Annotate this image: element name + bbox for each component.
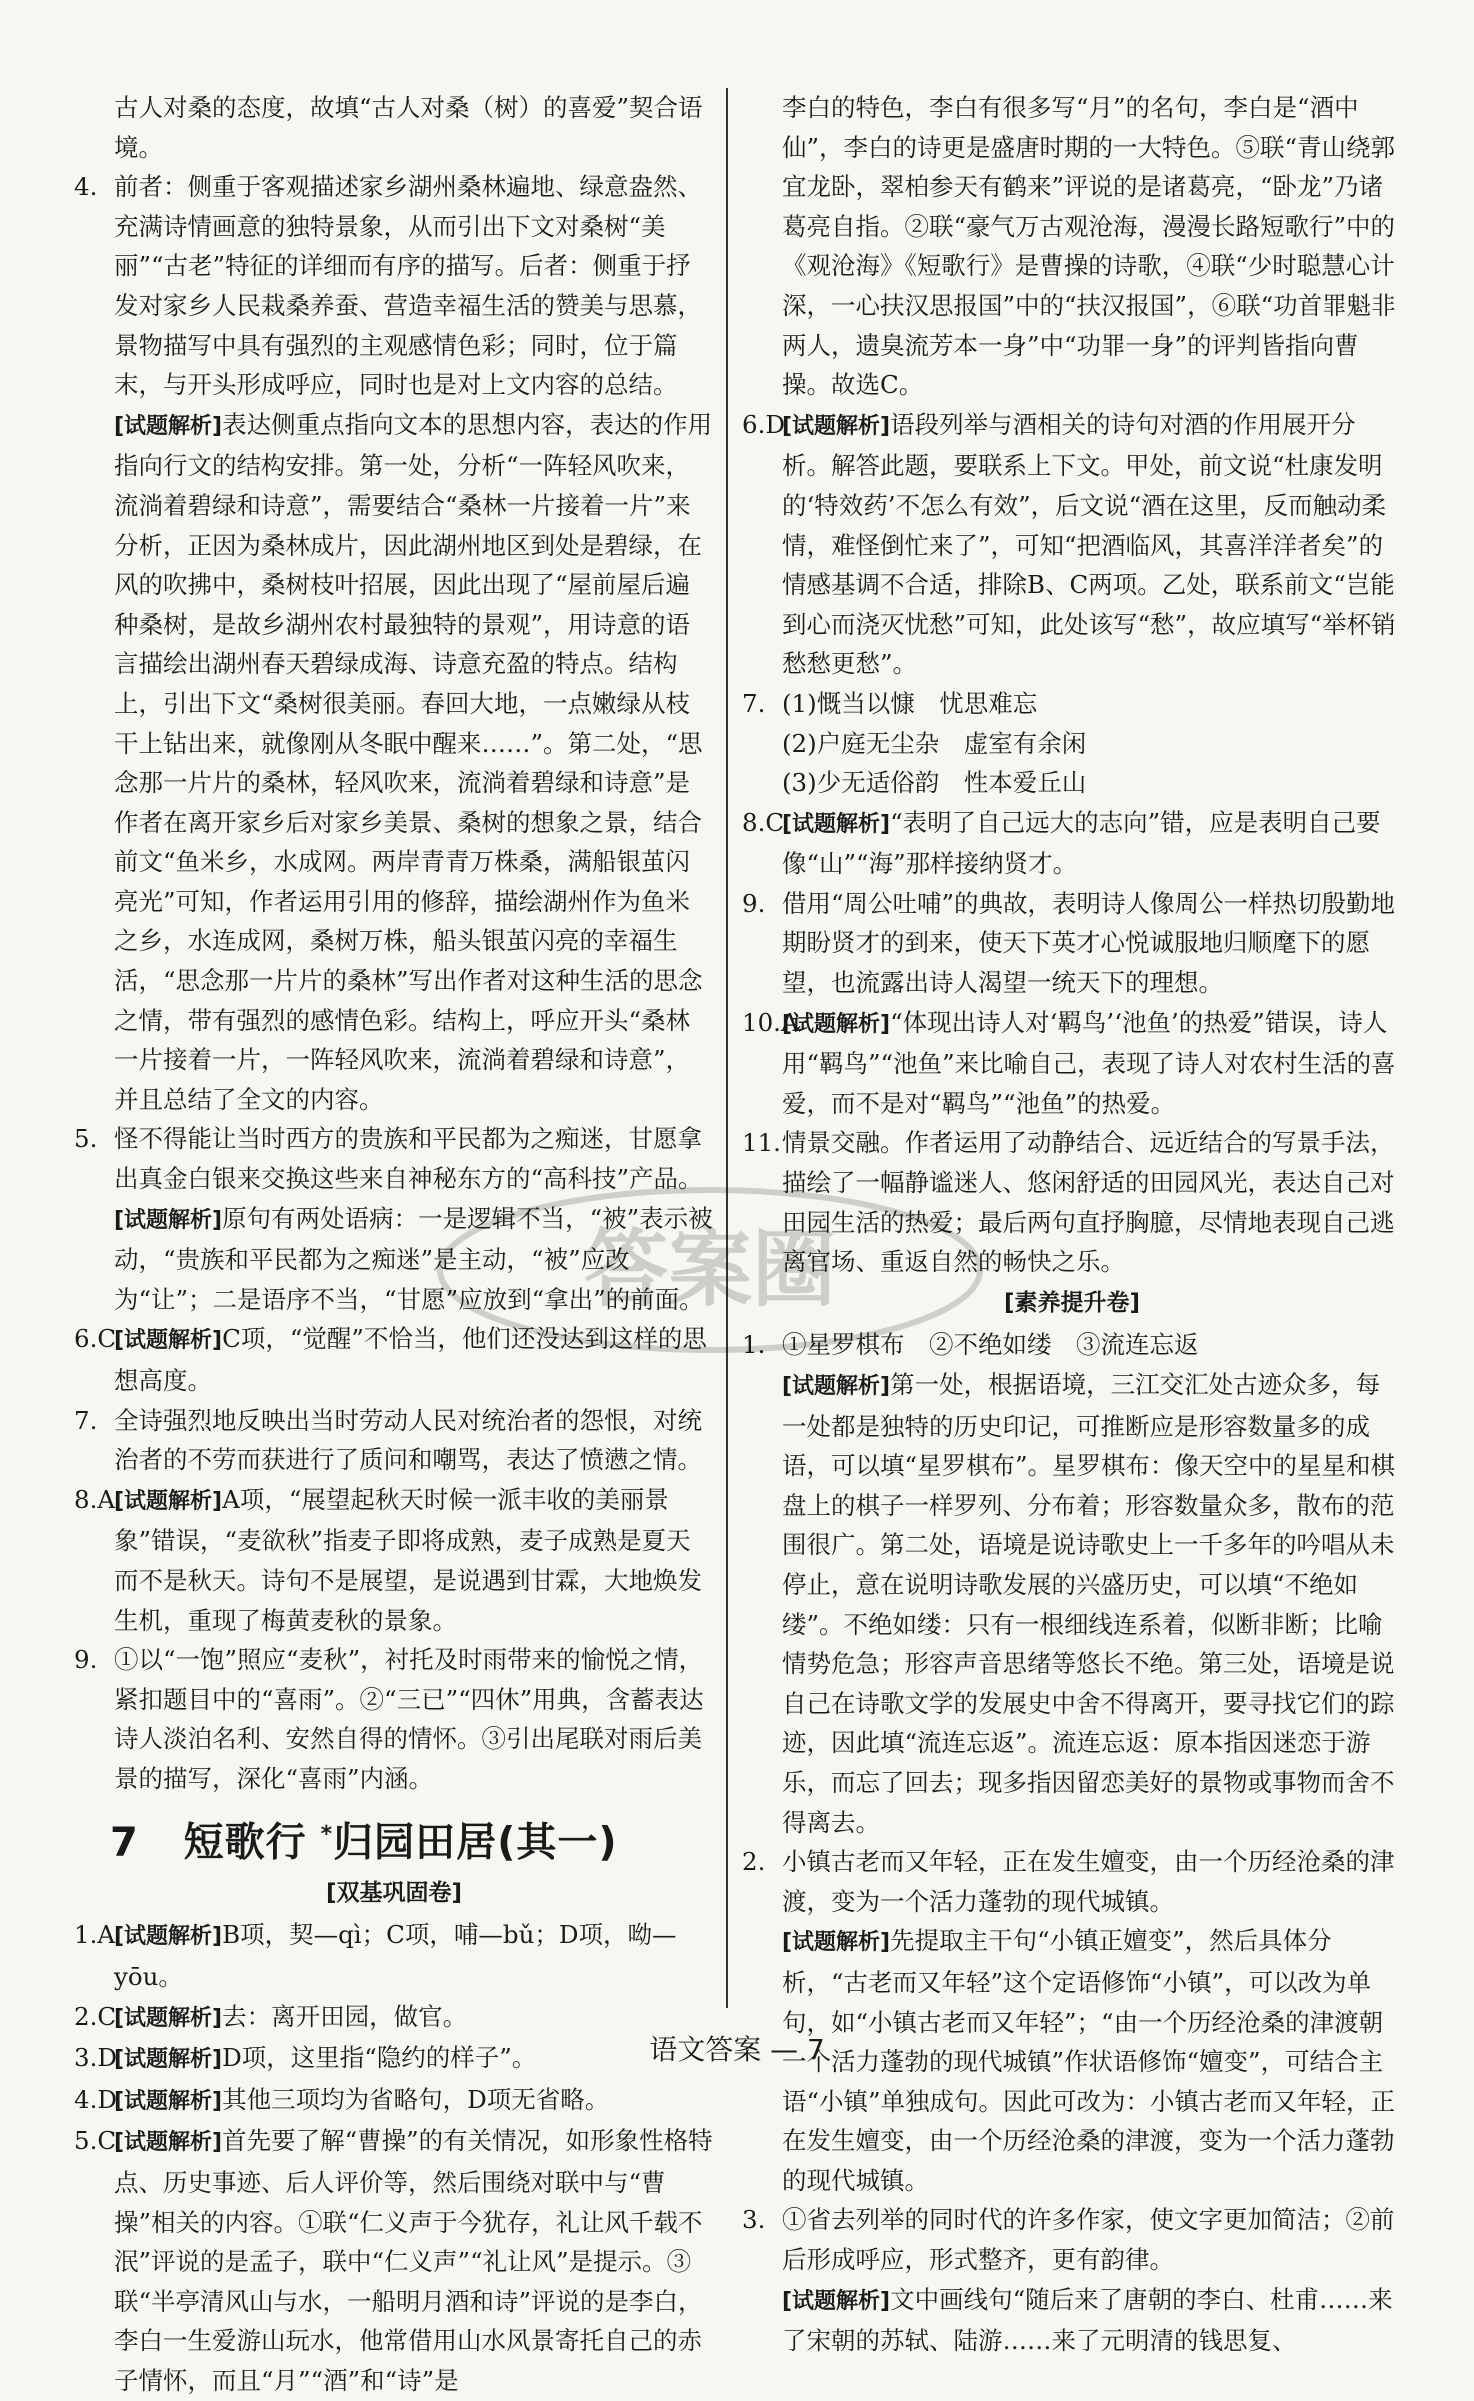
answer-item — [742, 1325, 1402, 1365]
right-items-3 — [742, 1325, 1402, 2360]
answer-item — [74, 2080, 714, 2122]
answer-item — [74, 2121, 714, 2400]
answer-text: 前者：侧重于客观描述家乡湖州桑林遍地、绿意盎然、充满诗情画意的独特景象，从而引出下文对桑树“美丽”“古老”特征的详细而有序的描写。后者：侧重于抒发对家乡人民栽桑养蚕、营造幸福生活的赞美与思慕，景物描写中具有强烈的主观感情色彩；同时，位于篇末，与开头形成呼应，同时也是对上文内容的总结。 — [114, 172, 702, 400]
answer-text: “表明了自己远大的志向”错，应是表明自己要像“山”“海”那样接纳贤才。 — [782, 807, 1381, 879]
answer-text: 全诗强烈地反映出当时劳动人民对统治者的怨恨，对统治者的不劳而获进行了质问和嘲骂，表达了愤懑之情。 — [114, 1405, 702, 1475]
answer-text: 怪不得能让当时西方的贵族和平民都为之痴迷，甘愿拿出真金白银来交换这些来自神秘东方的“高科技”产品。 — [114, 1124, 703, 1194]
answer-number: 5. — [74, 1124, 98, 1154]
answer-text: B项，契—qì；C项，哺—bǔ；D项，呦—yōu。 — [114, 1920, 677, 1992]
intro-text: 古人对桑的态度，故填“古人对桑（树）的喜爱”契合语境。 — [114, 93, 703, 162]
answer-number: 9. — [74, 1645, 98, 1675]
answer-item — [742, 803, 1402, 884]
answer-text: 原句有两处语病：一是逻辑不当，“被”表示被动，“贵族和平民都为之痴迷”是主动，“被”应改为“让”；二是语序不当，“甘愿”应放到“拿出”的前面。 — [114, 1203, 713, 1314]
section-head-basic: [双基巩固卷] — [325, 1879, 463, 1906]
answer-number: 4. — [74, 172, 98, 202]
analysis-tag: [试题解析] — [114, 413, 223, 439]
answer-number: 1.A — [74, 1920, 116, 1950]
analysis-tag: [试题解析] — [782, 1930, 891, 1956]
answer-item — [74, 1915, 714, 1996]
lesson-title-1: 短歌行 — [183, 1818, 307, 1865]
answer-text: D项，这里指“隐约的样子”。 — [222, 2043, 537, 2073]
answer-item — [74, 405, 714, 1120]
answer-7-line-2: (2)户庭无尘杂 虚室有余闲 — [782, 728, 1087, 758]
answer-number: 2.C — [74, 2001, 117, 2031]
answer-number: 10.A — [742, 1007, 799, 1037]
answer-7-number: 7. — [742, 688, 766, 718]
analysis-tag: [试题解析] — [114, 1207, 223, 1233]
answer-number: 3. — [742, 2205, 766, 2235]
answer-text: ①省去列举的同时代的许多作家，使文字更加简洁；②前后形成呼应，形式整齐，更有韵律。 — [782, 2205, 1395, 2275]
answer-number: 8.A — [74, 1484, 116, 1514]
answer-text: 小镇古老而又年轻，正在发生嬗变，由一个历经沧桑的津渡，变为一个活力蓬勃的现代城镇。 — [782, 1847, 1395, 1916]
analysis-tag: [试题解析] — [782, 413, 891, 439]
answer-7 — [742, 684, 1402, 803]
analysis-tag: [试题解析] — [114, 1328, 223, 1354]
answer-text: 情景交融。作者运用了动静结合、远近结合的写景手法，描绘了一幅静谧迷人、悠闲舒适的田园风光，表达自己对田园生活的热爱；最后两句直抒胸臆，尽情地表现自己逃离官场、重返自然的畅快之乐。 — [782, 1128, 1395, 1277]
answer-text: 先提取主干句“小镇正嬗变”，然后具体分析，“古老而又年轻”这个定语修饰“小镇”，可以改为单句，如“小镇古老而又年轻”；“由一个历经沧桑的津渡朝一个活力蓬勃的现代城镇”作状语修饰“嬗变”，可结合主语“小镇”单独成句。因此可改为：小镇古老而又年轻，正在发生嬗变，由一个历经沧桑的津渡，变为一个活力蓬勃的现代城镇。 — [782, 1926, 1396, 2195]
section-head-literacy: [素养提升卷] — [1003, 1289, 1141, 1316]
answer-item — [74, 1199, 714, 1320]
answer-number: 2. — [742, 1847, 766, 1877]
analysis-tag: [试题解析] — [114, 1488, 223, 1514]
analysis-tag: [试题解析] — [114, 2005, 223, 2031]
analysis-tag: [试题解析] — [782, 1011, 891, 1037]
answer-item — [74, 1319, 714, 1400]
lesson-title — [110, 1805, 714, 1872]
analysis-tag: [试题解析] — [114, 2047, 223, 2073]
answer-item — [74, 1401, 714, 1480]
answer-number: 6.C — [74, 1324, 117, 1354]
answer-7-line-1: (1)慨当以慷 忧思难忘 — [782, 688, 1038, 718]
answer-number: 4.D — [74, 2084, 118, 2114]
analysis-tag: [试题解析] — [782, 2288, 891, 2314]
answer-number: 11. — [742, 1128, 781, 1158]
answer-number: 8.C — [742, 807, 785, 837]
answer-text: ①星罗棋布 ②不绝如缕 ③流连忘返 — [782, 1330, 1199, 1360]
answer-text: 第一处，根据语境，三江交汇处古迹众多，每一处都是独特的历史印记，可推断应是形容数量多的成语，可以填“星罗棋布”。星罗棋布：像天空中的星星和棋盘上的棋子一样罗列、分布着；形容数量众多，散布的范围很广。第二处，语境是说诗歌史上一千多年的吟唱从未停止，意在说明诗歌发展的兴盛历史，可以填“不绝如缕”。不绝如缕：只有一根细线连系着，似断非断；比喻情势危急；形容声音思绪等悠长不绝。第三处，语境是说自己在诗歌文学的发展史中舍不得离开，要寻找它们的踪迹，因此填“流连忘返”。流连忘返：原本指因迷恋于游乐，而忘了回去；现多指因留恋美好的景物或事物而舍不得离去。 — [782, 1370, 1396, 1837]
answer-number: 5.C — [74, 2126, 117, 2156]
answer-text: 表达侧重点指向文本的思想内容，表达的作用指向行文的结构安排。第一处，分析“一阵轻风吹来，流淌着碧绿和诗意”，需要结合“桑林一片接着一片”来分析，正因为桑林成片，因此湖州地区到处是碧绿，在风的吹拂中，桑树枝叶招展，因此出现了“屋前屋后遍种桑树，是故乡湖州农村最独特的景观”，用诗意的语言描绘出湖州春天碧绿成海、诗意充盈的特点。结构上，引出下文“桑树很美丽。春回大地，一点嫩绿从枝干上钻出来，就像刚从冬眠中醒来……”。第二处，“思念那一片片的桑林，轻风吹来，流淌着碧绿和诗意”是作者在离开家乡后对家乡美景、桑树的想象之景，结合前文“鱼米乡，水成网。两岸青青万株桑，满船银茧闪亮光”可知，作者运用引用的修辞，描绘湖州作为鱼米之乡，水连成网，桑树万株，船头银茧闪亮的幸福生活，“思念那一片片的桑林”写出作者对这种生活的思念之情，带有强烈的感情色彩。结构上，呼应开头“桑林一片接着一片，一阵轻风吹来，流淌着碧绿和诗意”，并且总结了全文的内容。 — [114, 409, 713, 1114]
answer-item — [742, 2280, 1402, 2361]
analysis-tag: [试题解析] — [114, 2130, 223, 2156]
left-items — [74, 167, 714, 1798]
answer-item — [742, 1842, 1402, 1921]
answer-text: 文中画线句“随后来了唐朝的李白、杜甫……来了宋朝的苏轼、陆游……来了元明清的钱思复、 — [782, 2284, 1393, 2356]
continuation-text: 李白的特色，李白有很多写“月”的名句，李白是“酒中仙”，李白的诗更是盛唐时期的一大特色。⑤联“青山绕郭宜龙卧，翠柏参天有鹤来”评说的是诸葛亮，“卧龙”乃诸葛亮自指。②联“豪气万古观沧海，漫漫长路短歌行”中的《观沧海》《短歌行》是曹操的诗歌，④联“少时聪慧心计深，一心扶汉思报国”中的“扶汉报国”，⑥联“功首罪魁非两人，遗臭流芳本一身”中“功罪一身”的评判皆指向曹操。故选C。 — [782, 93, 1396, 400]
answer-number: 9. — [742, 888, 766, 918]
analysis-tag: [试题解析] — [114, 2088, 223, 2114]
answer-text: 语段列举与酒相关的诗句对酒的作用展开分析。解答此题，要联系上下文。甲处，前文说“杜康发明的‘特效药’不怎么有效”，后文说“酒在这里，反而触动柔情，难怪倒忙来了”，可知“把酒临风，其喜洋洋者矣”的情感基调不合适，排除B、C两项。乙处，联系前文“岂能到心而浇灭忧愁”可知，此处该写“愁”，故应填写“举杯销愁愁更愁”。 — [782, 409, 1396, 679]
analysis-tag: [试题解析] — [114, 1924, 223, 1950]
lesson-items — [74, 1915, 714, 2400]
answer-item — [742, 2200, 1402, 2279]
answer-text: 借用“周公吐哺”的典故，表明诗人像周公一样热切殷勤地期盼贤才的到来，使天下英才心悦诚服地归顺麾下的愿望，也流露出诗人渴望一统天下的理想。 — [782, 888, 1396, 998]
right-items — [742, 405, 1402, 684]
left-column — [74, 88, 714, 2395]
answer-item — [74, 1640, 714, 1798]
page-footer: 语文答案 — 7 — [649, 2033, 825, 2066]
right-column — [742, 88, 1402, 2356]
answer-number: 6.D — [742, 409, 786, 439]
answer-item — [742, 405, 1402, 684]
answer-number: 7. — [74, 1405, 98, 1435]
answer-text: C项，“觉醒”不恰当，他们还没达到这样的思想高度。 — [114, 1324, 707, 1395]
answer-text: “体现出诗人对‘羁鸟’‘池鱼’的热爱”错误，诗人用“羁鸟”“池鱼”来比喻自己，表现了诗人对农村生活的喜爱，而不是对“羁鸟”“池鱼”的热爱。 — [782, 1007, 1396, 1118]
answer-item — [742, 884, 1402, 1003]
answer-text: 首先要了解“曹操”的有关情况，如形象性格特点、历史事迹、后人评价等，然后围绕对联中与“曹操”相关的内容。①联“仁义声于今犹存，礼让风千载不泯”评说的是孟子，联中“仁义声”“礼让风”是提示。③联“半亭清风山与水，一船明月酒和诗”评说的是李白，李白一生爱游山玩水，他常借用山水风景寄托自己的赤子情怀，而且“月”“酒”和“诗”是 — [114, 2126, 713, 2395]
answer-number: 1. — [742, 1330, 766, 1360]
answer-item — [74, 1119, 714, 1198]
answer-7-line-3: (3)少无适俗韵 性本爱丘山 — [782, 768, 1087, 798]
column-divider — [726, 88, 728, 2008]
answer-text: A项，“展望起秋天时候一派丰收的美丽景象”错误，“麦欲秋”指麦子即将成熟，麦子成熟是夏天而不是秋天。诗句不是展望，是说遇到甘霖，大地焕发生机，重现了梅黄麦秋的景象。 — [114, 1484, 702, 1635]
answer-item — [742, 1123, 1402, 1281]
answer-number: 3.D — [74, 2043, 118, 2073]
analysis-tag: [试题解析] — [782, 1374, 891, 1399]
lesson-title-2: 归园田居(其一) — [333, 1818, 618, 1865]
answer-item — [742, 1365, 1402, 1842]
answer-text: 去：离开田园，做官。 — [222, 2001, 468, 2031]
lesson-number: 7 — [110, 1818, 139, 1865]
answer-text: ①以“一饱”照应“麦秋”，衬托及时雨带来的愉悦之情，紧扣题目中的“喜雨”。②“三已”“四休”用典，含蓄表达诗人淡泊名利、安然自得的情怀。③引出尾联对雨后美景的描写，深化“喜雨”内涵。 — [114, 1645, 704, 1793]
answer-text: 其他三项均为省略句，D项无省略。 — [222, 2084, 610, 2114]
answer-item — [74, 167, 714, 405]
watermark-text: 答案圈 — [583, 1220, 837, 1318]
analysis-tag: [试题解析] — [782, 811, 891, 837]
right-items-2 — [742, 803, 1402, 1282]
answer-item — [74, 1480, 714, 1640]
lesson-star: * — [320, 1821, 334, 1847]
answer-item — [742, 1003, 1402, 1124]
